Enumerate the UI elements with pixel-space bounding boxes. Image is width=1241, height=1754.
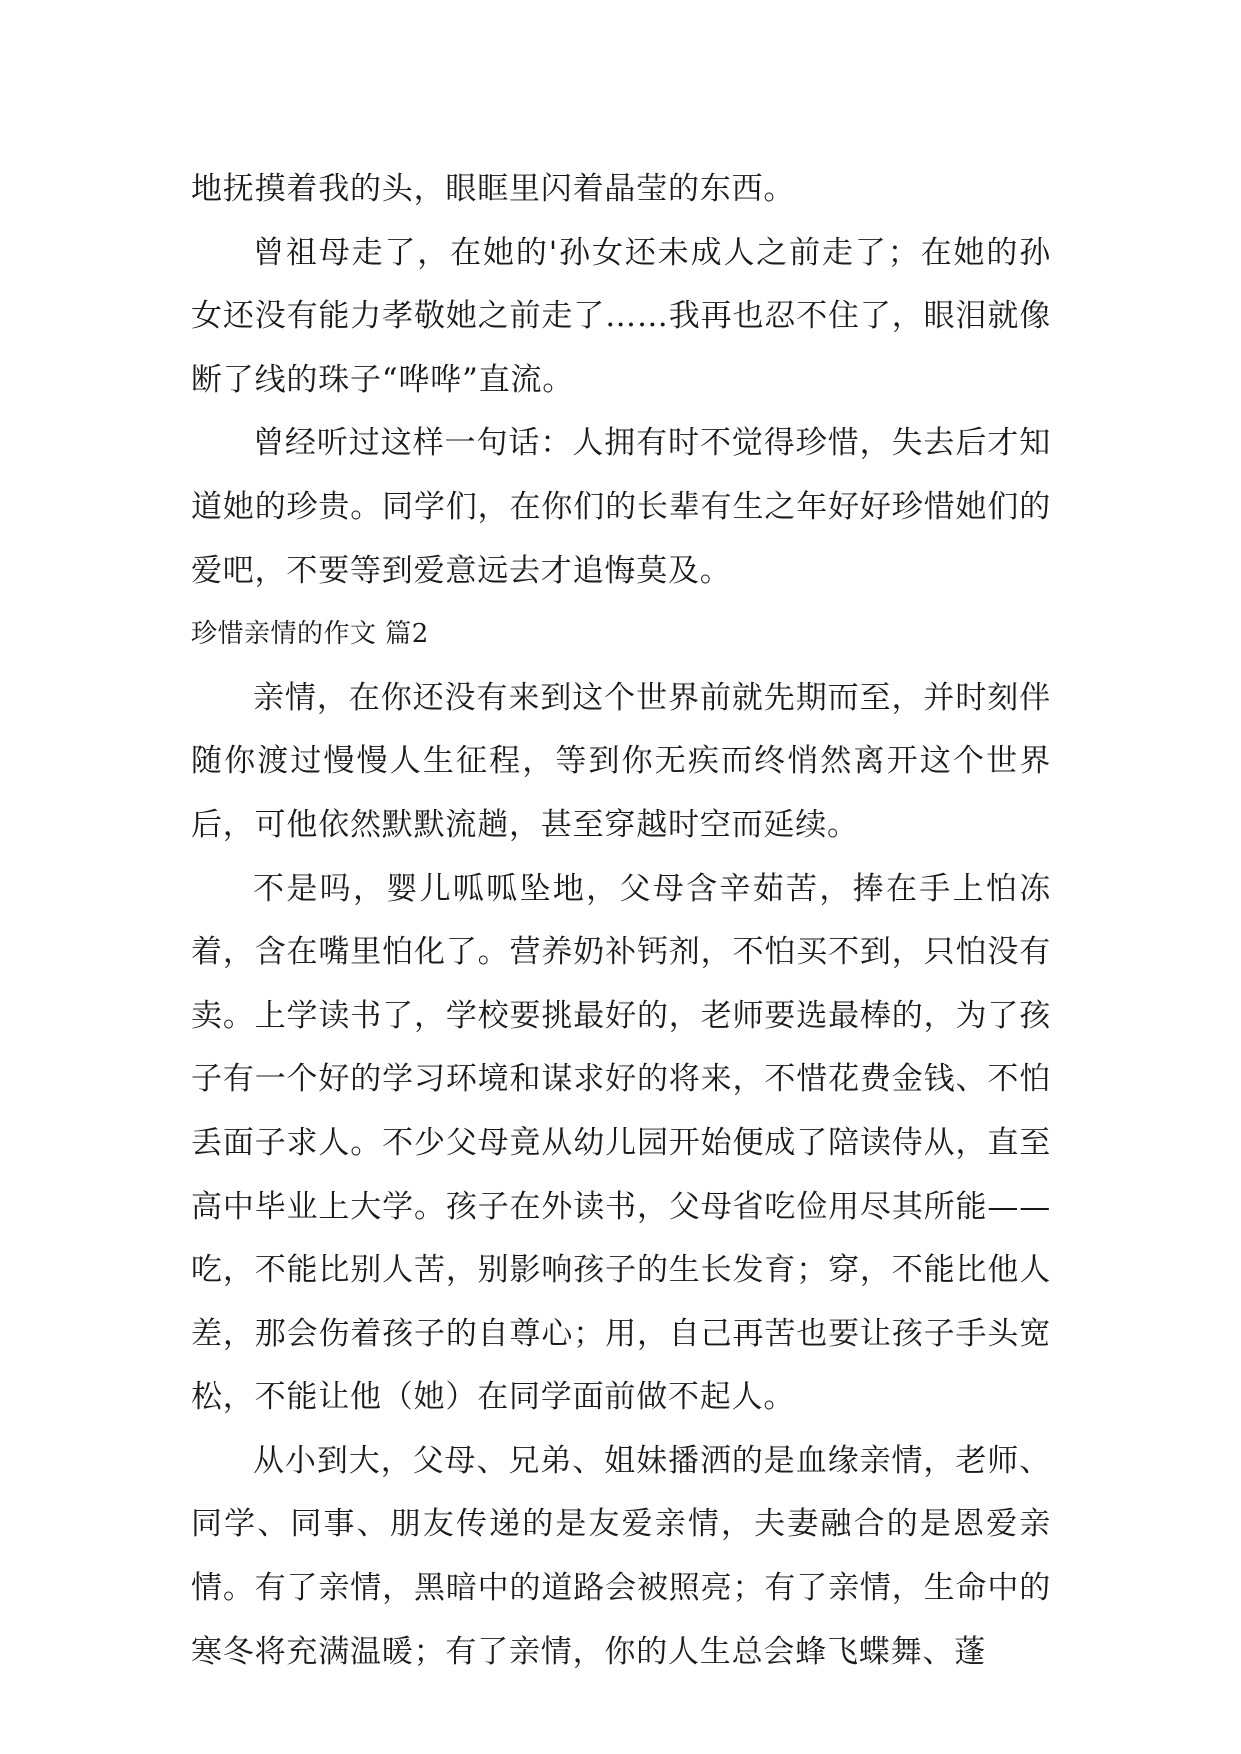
paragraph-parents-sacrifice: 不是吗，婴儿呱呱坠地，父母含辛茹苦，捧在手上怕冻着，含在嘴里怕化了。营养奶补钙剂，不怕买不到，只怕没有卖。上学读书了，学校要挑最好的，老师要选最棒的，为了孩子有一个好的学习环境和谋求好的将来，不惜花费金钱、不怕丢面子求人。不少父母竟从幼儿园开始便成了陪读侍从，直至高中毕业上大学。孩子在外读书，父母省吃俭用尽其所能——吃，不能比别人苦，别影响孩子的生长发育；穿，不能比他人差，那会伤着孩子的自尊心；用，自己再苦也要让孩子手头宽松，不能让他（她）在同学面前做不起人。: [191, 870, 1051, 1416]
paragraph-kinds-of-love: 从小到大，父母、兄弟、姐妹播洒的是血缘亲情，老师、同学、同事、朋友传递的是友爱亲情，夫妻融合的是恩爱亲情。有了亲情，黑暗中的道路会被照亮；有了亲情，生命中的寒冬将充满温暖；有了亲情，你的人生总会蜂飞蝶舞、蓬: [191, 1442, 1051, 1670]
paragraph-great-grandmother-left: 曾祖母走了，在她的'孙女还未成人之前走了；在她的孙女还没有能力孝敬她之前走了……我再也忍不住了，眼泪就像断了线的珠子“哗哗”直流。: [191, 234, 1051, 398]
section-heading: 珍惜亲情的作文 篇2: [191, 619, 429, 650]
paragraph-family-love-intro: 亲情，在你还没有来到这个世界前就先期而至，并时刻伴随你渡过慢慢人生征程，等到你无疾而终悄然离开这个世界后，可他依然默默流趟，甚至穿越时空而延续。: [191, 679, 1051, 843]
paragraph-continuation: 地抚摸着我的头，眼眶里闪着晶莹的东西。: [191, 171, 796, 207]
document-body: [191, 158, 1051, 1684]
paragraph-cherish-saying: 曾经听过这样一句话：人拥有时不觉得珍惜，失去后才知道她的珍贵。同学们，在你们的长辈有生之年好好珍惜她们的爱吧，不要等到爱意远去才追悔莫及。: [191, 425, 1051, 589]
